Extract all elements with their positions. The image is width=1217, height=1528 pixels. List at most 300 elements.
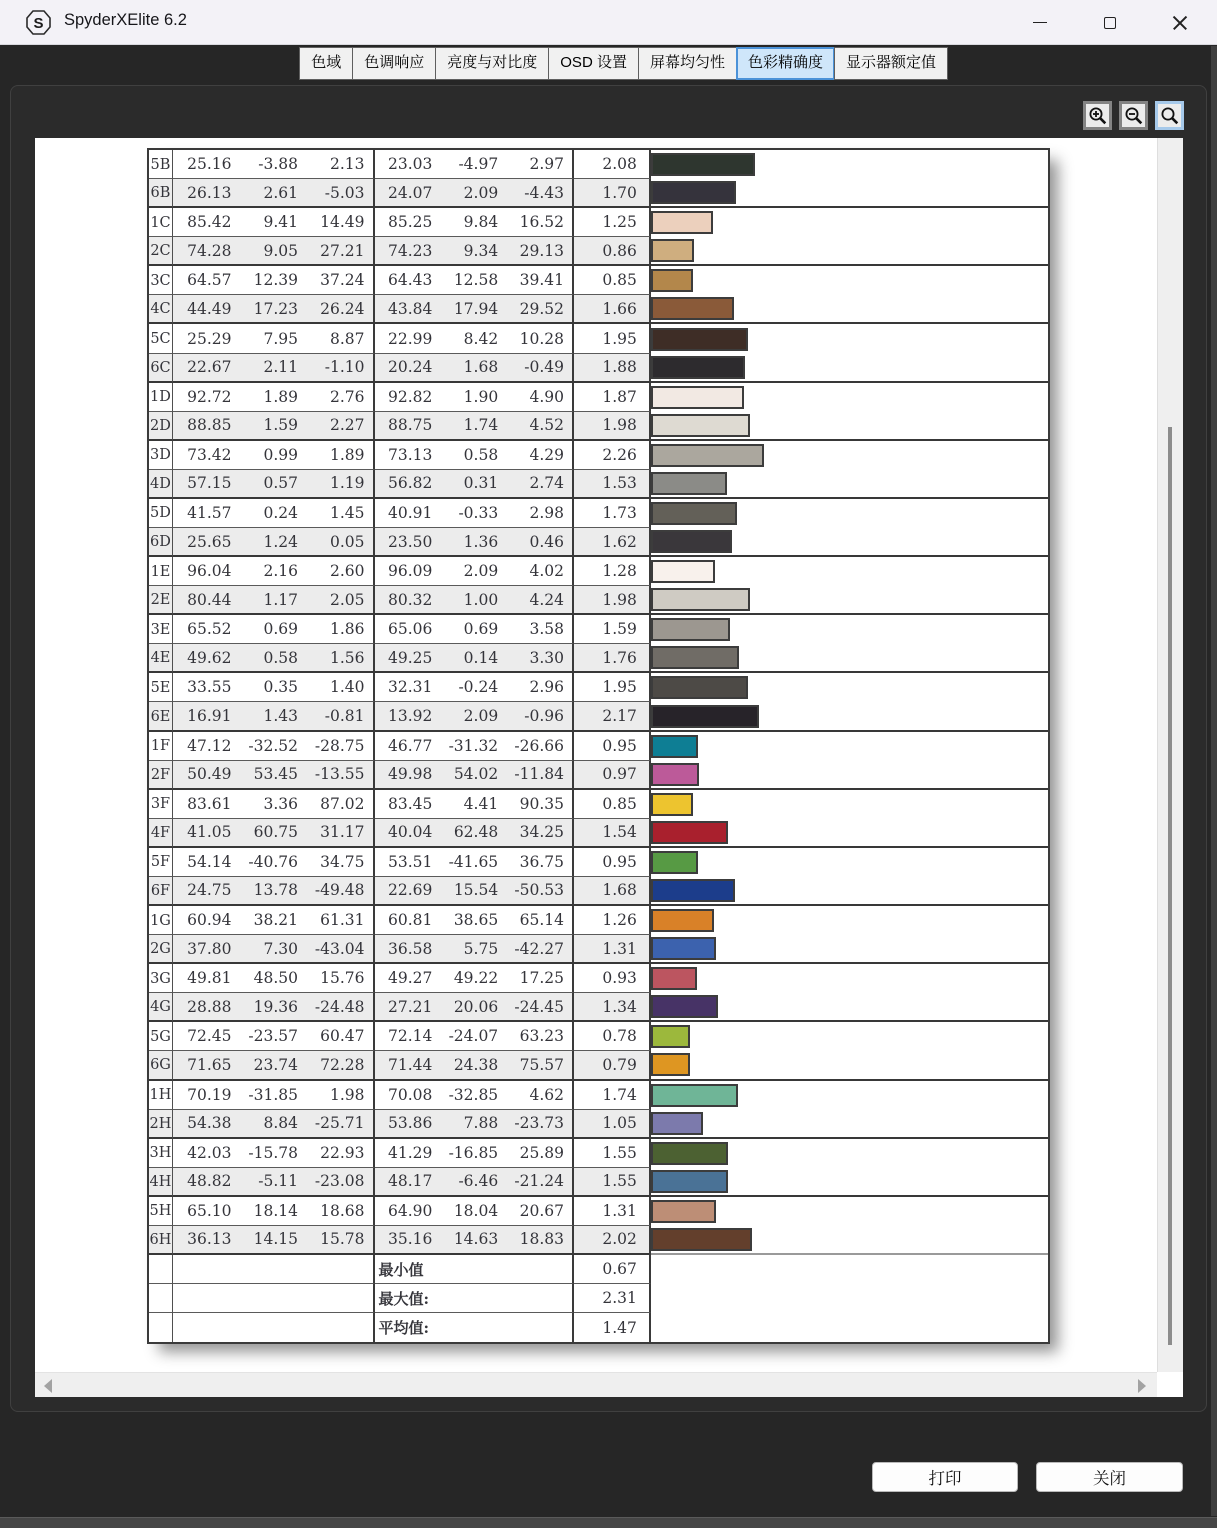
table-row bbox=[149, 819, 1048, 848]
target-lab-values: 74.23 9.34 29.13 bbox=[375, 237, 575, 266]
summary-chart-cell bbox=[651, 1255, 1048, 1284]
scroll-left-icon[interactable] bbox=[44, 1379, 52, 1393]
delta-e-value: 1.31 bbox=[574, 935, 651, 964]
patch-id: 3E bbox=[149, 615, 173, 644]
target-lab-values: 22.99 8.42 10.28 bbox=[375, 324, 575, 353]
delta-e-value: 1.59 bbox=[574, 615, 651, 644]
table-row bbox=[149, 208, 1048, 237]
patch-id: 6F bbox=[149, 877, 173, 906]
table-row bbox=[149, 644, 1048, 673]
target-lab-values: 32.31 -0.24 2.96 bbox=[375, 673, 575, 702]
delta-e-chart-cell bbox=[651, 412, 1048, 441]
delta-e-bar bbox=[651, 153, 755, 176]
patch-id: 3F bbox=[149, 790, 173, 819]
minimize-icon bbox=[1033, 22, 1047, 23]
patch-id: 1E bbox=[149, 557, 173, 586]
summary-label: 平均值: bbox=[375, 1313, 575, 1342]
delta-e-chart-cell bbox=[651, 354, 1048, 383]
target-lab-values: 35.16 14.63 18.83 bbox=[375, 1226, 575, 1255]
patch-id: 4G bbox=[149, 993, 173, 1022]
table-row bbox=[149, 1081, 1048, 1110]
summary-empty-label bbox=[149, 1313, 173, 1342]
delta-e-bar bbox=[651, 530, 732, 553]
delta-e-bar bbox=[651, 472, 728, 495]
target-lab-values: 36.58 5.75 -42.27 bbox=[375, 935, 575, 964]
delta-e-chart-cell bbox=[651, 1168, 1048, 1197]
table-row bbox=[149, 935, 1048, 964]
measured-lab-values: 41.05 60.75 31.17 bbox=[173, 819, 375, 848]
measured-lab-values: 83.61 3.36 87.02 bbox=[173, 790, 375, 819]
delta-e-value: 1.98 bbox=[574, 412, 651, 441]
patch-id: 2H bbox=[149, 1110, 173, 1139]
measured-lab-values: 16.91 1.43 -0.81 bbox=[173, 702, 375, 731]
delta-e-value: 2.17 bbox=[574, 702, 651, 731]
target-lab-values: 60.81 38.65 65.14 bbox=[375, 906, 575, 935]
target-lab-values: 40.04 62.48 34.25 bbox=[375, 819, 575, 848]
delta-e-chart-cell bbox=[651, 935, 1048, 964]
measured-lab-values: 47.12 -32.52 -28.75 bbox=[173, 732, 375, 761]
patch-id: 6H bbox=[149, 1226, 173, 1255]
delta-e-chart-cell bbox=[651, 732, 1048, 761]
patch-id: 4E bbox=[149, 644, 173, 673]
patch-id: 6E bbox=[149, 702, 173, 731]
delta-e-value: 1.34 bbox=[574, 993, 651, 1022]
target-lab-values: 71.44 24.38 75.57 bbox=[375, 1051, 575, 1080]
target-lab-values: 41.29 -16.85 25.89 bbox=[375, 1139, 575, 1168]
measured-lab-values: 57.15 0.57 1.19 bbox=[173, 470, 375, 499]
scroll-right-icon[interactable] bbox=[1138, 1379, 1146, 1393]
delta-e-value: 1.54 bbox=[574, 819, 651, 848]
patch-id: 6B bbox=[149, 179, 173, 208]
close-button[interactable]: 关闭 bbox=[1036, 1462, 1183, 1492]
delta-e-value: 1.66 bbox=[574, 295, 651, 324]
summary-empty-group bbox=[173, 1313, 375, 1342]
target-lab-values: 27.21 20.06 -24.45 bbox=[375, 993, 575, 1022]
delta-e-bar bbox=[651, 297, 734, 320]
delta-e-value: 1.73 bbox=[574, 499, 651, 528]
report-tab-bar bbox=[300, 47, 948, 80]
svg-text:S: S bbox=[33, 15, 44, 32]
table-row bbox=[149, 1022, 1048, 1051]
delta-e-bar bbox=[651, 328, 749, 351]
patch-id: 5G bbox=[149, 1022, 173, 1051]
measured-lab-values: 73.42 0.99 1.89 bbox=[173, 441, 375, 470]
target-lab-values: 13.92 2.09 -0.96 bbox=[375, 702, 575, 731]
delta-e-chart-cell bbox=[651, 324, 1048, 353]
table-row bbox=[149, 179, 1048, 208]
target-lab-values: 64.43 12.58 39.41 bbox=[375, 266, 575, 295]
delta-e-value: 1.76 bbox=[574, 644, 651, 673]
tab-0[interactable]: 色域 bbox=[299, 47, 353, 80]
target-lab-values: 43.84 17.94 29.52 bbox=[375, 295, 575, 324]
delta-e-chart-cell bbox=[651, 528, 1048, 557]
spyder-logo-icon bbox=[24, 8, 53, 37]
delta-e-bar bbox=[651, 1112, 704, 1135]
delta-e-bar bbox=[651, 967, 698, 990]
patch-id: 3H bbox=[149, 1139, 173, 1168]
summary-value: 0.67 bbox=[574, 1255, 651, 1284]
delta-e-bar bbox=[651, 239, 694, 262]
delta-e-value: 1.68 bbox=[574, 877, 651, 906]
target-lab-values: 72.14 -24.07 63.23 bbox=[375, 1022, 575, 1051]
summary-value: 1.47 bbox=[574, 1313, 651, 1342]
delta-e-chart-cell bbox=[651, 819, 1048, 848]
table-row bbox=[149, 528, 1048, 557]
patch-id: 3D bbox=[149, 441, 173, 470]
target-lab-values: 56.82 0.31 2.74 bbox=[375, 470, 575, 499]
delta-e-value: 0.79 bbox=[574, 1051, 651, 1080]
table-row bbox=[149, 1110, 1048, 1139]
delta-e-value: 1.88 bbox=[574, 354, 651, 383]
color-accuracy-table bbox=[147, 148, 1050, 1344]
zoom-reset-button[interactable] bbox=[1155, 101, 1184, 130]
delta-e-bar bbox=[651, 937, 717, 960]
delta-e-chart-cell bbox=[651, 179, 1048, 208]
summary-row bbox=[149, 1313, 1048, 1342]
patch-id: 3C bbox=[149, 266, 173, 295]
tab-2[interactable]: 亮度与对比度 bbox=[435, 47, 549, 80]
delta-e-value: 0.93 bbox=[574, 964, 651, 993]
patch-id: 4D bbox=[149, 470, 173, 499]
table-row bbox=[149, 732, 1048, 761]
delta-e-chart-cell bbox=[651, 906, 1048, 935]
measured-lab-values: 37.80 7.30 -43.04 bbox=[173, 935, 375, 964]
patch-id: 4C bbox=[149, 295, 173, 324]
tab-6[interactable]: 显示器额定值 bbox=[834, 47, 948, 80]
measured-lab-values: 25.29 7.95 8.87 bbox=[173, 324, 375, 353]
delta-e-value: 1.31 bbox=[574, 1197, 651, 1226]
measured-lab-values: 65.10 18.14 18.68 bbox=[173, 1197, 375, 1226]
zoom-in-icon bbox=[1088, 106, 1108, 126]
measured-lab-values: 25.16 -3.88 2.13 bbox=[173, 150, 375, 179]
zoom-out-icon bbox=[1124, 106, 1144, 126]
measured-lab-values: 74.28 9.05 27.21 bbox=[173, 237, 375, 266]
patch-id: 4F bbox=[149, 819, 173, 848]
delta-e-chart-cell bbox=[651, 1081, 1048, 1110]
measured-lab-values: 50.49 53.45 -13.55 bbox=[173, 761, 375, 790]
delta-e-value: 2.02 bbox=[574, 1226, 651, 1255]
measured-lab-values: 48.82 -5.11 -23.08 bbox=[173, 1168, 375, 1197]
summary-value: 2.31 bbox=[574, 1284, 651, 1313]
delta-e-bar bbox=[651, 821, 728, 844]
delta-e-value: 1.95 bbox=[574, 324, 651, 353]
delta-e-bar bbox=[651, 763, 700, 786]
table-row bbox=[149, 412, 1048, 441]
delta-e-bar bbox=[651, 269, 694, 292]
delta-e-bar bbox=[651, 444, 764, 467]
tab-1[interactable]: 色调响应 bbox=[352, 47, 436, 80]
table-row bbox=[149, 324, 1048, 353]
delta-e-bar bbox=[651, 851, 699, 874]
target-lab-values: 96.09 2.09 4.02 bbox=[375, 557, 575, 586]
delta-e-bar bbox=[651, 909, 714, 932]
title-bar bbox=[0, 0, 1217, 45]
delta-e-value: 1.95 bbox=[574, 673, 651, 702]
delta-e-chart-cell bbox=[651, 1022, 1048, 1051]
patch-id: 1H bbox=[149, 1081, 173, 1110]
table-row bbox=[149, 906, 1048, 935]
table-row bbox=[149, 702, 1048, 731]
table-row bbox=[149, 150, 1048, 179]
delta-e-chart-cell bbox=[651, 964, 1048, 993]
table-row bbox=[149, 237, 1048, 266]
measured-lab-values: 80.44 1.17 2.05 bbox=[173, 586, 375, 615]
delta-e-bar bbox=[651, 646, 739, 669]
patch-id: 2C bbox=[149, 237, 173, 266]
delta-e-value: 1.74 bbox=[574, 1081, 651, 1110]
measured-lab-values: 22.67 2.11 -1.10 bbox=[173, 354, 375, 383]
delta-e-chart-cell bbox=[651, 499, 1048, 528]
delta-e-chart-cell bbox=[651, 295, 1048, 324]
delta-e-bar bbox=[651, 1170, 729, 1193]
delta-e-chart-cell bbox=[651, 586, 1048, 615]
delta-e-bar bbox=[651, 793, 694, 816]
delta-e-bar bbox=[651, 1142, 729, 1165]
delta-e-chart-cell bbox=[651, 1197, 1048, 1226]
delta-e-bar bbox=[651, 735, 699, 758]
summary-chart-cell bbox=[651, 1284, 1048, 1313]
delta-e-chart-cell bbox=[651, 208, 1048, 237]
delta-e-chart-cell bbox=[651, 150, 1048, 179]
minimize-button[interactable] bbox=[1017, 0, 1063, 45]
close-window-button[interactable] bbox=[1157, 0, 1203, 45]
table-row bbox=[149, 1051, 1048, 1080]
table-row bbox=[149, 470, 1048, 499]
delta-e-chart-cell bbox=[651, 848, 1048, 877]
target-lab-values: 64.90 18.04 20.67 bbox=[375, 1197, 575, 1226]
patch-id: 5D bbox=[149, 499, 173, 528]
vertical-scrollbar[interactable] bbox=[1157, 138, 1183, 1372]
zoom-toolbar bbox=[1083, 101, 1184, 130]
delta-e-bar bbox=[651, 676, 749, 699]
patch-id: 1F bbox=[149, 732, 173, 761]
maximize-icon bbox=[1104, 17, 1116, 29]
delta-e-value: 1.70 bbox=[574, 179, 651, 208]
delta-e-bar bbox=[651, 414, 750, 437]
patch-id: 2D bbox=[149, 412, 173, 441]
target-lab-values: 48.17 -6.46 -21.24 bbox=[375, 1168, 575, 1197]
patch-id: 2F bbox=[149, 761, 173, 790]
measured-lab-values: 54.38 8.84 -25.71 bbox=[173, 1110, 375, 1139]
delta-e-chart-cell bbox=[651, 237, 1048, 266]
delta-e-value: 1.98 bbox=[574, 586, 651, 615]
table-row bbox=[149, 295, 1048, 324]
patch-id: 5E bbox=[149, 673, 173, 702]
table-row bbox=[149, 993, 1048, 1022]
delta-e-value: 1.05 bbox=[574, 1110, 651, 1139]
tab-4[interactable]: 屏幕均匀性 bbox=[638, 47, 737, 80]
delta-e-value: 0.95 bbox=[574, 732, 651, 761]
target-lab-values: 22.69 15.54 -50.53 bbox=[375, 877, 575, 906]
delta-e-chart-cell bbox=[651, 673, 1048, 702]
measured-lab-values: 85.42 9.41 14.49 bbox=[173, 208, 375, 237]
measured-lab-values: 92.72 1.89 2.76 bbox=[173, 383, 375, 412]
measured-lab-values: 72.45 -23.57 60.47 bbox=[173, 1022, 375, 1051]
report-viewer bbox=[35, 138, 1183, 1397]
patch-id: 5B bbox=[149, 150, 173, 179]
patch-id: 1G bbox=[149, 906, 173, 935]
vertical-scrollbar-thumb[interactable] bbox=[1168, 427, 1172, 1345]
target-lab-values: 40.91 -0.33 2.98 bbox=[375, 499, 575, 528]
measured-lab-values: 54.14 -40.76 34.75 bbox=[173, 848, 375, 877]
table-row bbox=[149, 354, 1048, 383]
maximize-button[interactable] bbox=[1087, 0, 1133, 45]
delta-e-chart-cell bbox=[651, 441, 1048, 470]
delta-e-chart-cell bbox=[651, 761, 1048, 790]
delta-e-chart-cell bbox=[651, 790, 1048, 819]
delta-e-value: 1.62 bbox=[574, 528, 651, 557]
target-lab-values: 92.82 1.90 4.90 bbox=[375, 383, 575, 412]
delta-e-value: 0.86 bbox=[574, 237, 651, 266]
delta-e-chart-cell bbox=[651, 1051, 1048, 1080]
delta-e-chart-cell bbox=[651, 383, 1048, 412]
target-lab-values: 23.03 -4.97 2.97 bbox=[375, 150, 575, 179]
summary-empty-label bbox=[149, 1255, 173, 1284]
delta-e-bar bbox=[651, 211, 714, 234]
measured-lab-values: 96.04 2.16 2.60 bbox=[173, 557, 375, 586]
target-lab-values: 88.75 1.74 4.52 bbox=[375, 412, 575, 441]
delta-e-value: 1.87 bbox=[574, 383, 651, 412]
window-bottom-edge bbox=[0, 1517, 1217, 1528]
patch-id: 4H bbox=[149, 1168, 173, 1197]
table-row bbox=[149, 615, 1048, 644]
target-lab-values: 70.08 -32.85 4.62 bbox=[375, 1081, 575, 1110]
summary-row bbox=[149, 1284, 1048, 1313]
delta-e-value: 1.55 bbox=[574, 1168, 651, 1197]
target-lab-values: 23.50 1.36 0.46 bbox=[375, 528, 575, 557]
target-lab-values: 53.86 7.88 -23.73 bbox=[375, 1110, 575, 1139]
table-row bbox=[149, 441, 1048, 470]
measured-lab-values: 41.57 0.24 1.45 bbox=[173, 499, 375, 528]
delta-e-chart-cell bbox=[651, 615, 1048, 644]
magnifier-icon bbox=[1160, 106, 1180, 126]
delta-e-bar bbox=[651, 1053, 691, 1076]
patch-id: 6D bbox=[149, 528, 173, 557]
delta-e-chart-cell bbox=[651, 1139, 1048, 1168]
table-row bbox=[149, 964, 1048, 993]
measured-lab-values: 70.19 -31.85 1.98 bbox=[173, 1081, 375, 1110]
delta-e-value: 0.95 bbox=[574, 848, 651, 877]
horizontal-scrollbar[interactable] bbox=[35, 1372, 1157, 1397]
close-icon bbox=[1172, 15, 1188, 31]
target-lab-values: 49.27 49.22 17.25 bbox=[375, 964, 575, 993]
summary-row bbox=[149, 1255, 1048, 1284]
delta-e-chart-cell bbox=[651, 993, 1048, 1022]
target-lab-values: 65.06 0.69 3.58 bbox=[375, 615, 575, 644]
table-row bbox=[149, 790, 1048, 819]
delta-e-value: 0.97 bbox=[574, 761, 651, 790]
delta-e-chart-cell bbox=[651, 557, 1048, 586]
delta-e-value: 2.08 bbox=[574, 150, 651, 179]
delta-e-bar bbox=[651, 705, 760, 728]
delta-e-bar bbox=[651, 1025, 690, 1048]
table-row bbox=[149, 1226, 1048, 1255]
target-lab-values: 85.25 9.84 16.52 bbox=[375, 208, 575, 237]
target-lab-values: 24.07 2.09 -4.43 bbox=[375, 179, 575, 208]
delta-e-bar bbox=[651, 1084, 738, 1107]
table-row bbox=[149, 761, 1048, 790]
table-row bbox=[149, 1168, 1048, 1197]
table-row bbox=[149, 1197, 1048, 1226]
zoom-out-button[interactable] bbox=[1119, 101, 1148, 130]
delta-e-value: 1.55 bbox=[574, 1139, 651, 1168]
delta-e-chart-cell bbox=[651, 702, 1048, 731]
table-row bbox=[149, 673, 1048, 702]
target-lab-values: 49.25 0.14 3.30 bbox=[375, 644, 575, 673]
patch-id: 6G bbox=[149, 1051, 173, 1080]
delta-e-value: 1.28 bbox=[574, 557, 651, 586]
measured-lab-values: 26.13 2.61 -5.03 bbox=[173, 179, 375, 208]
target-lab-values: 20.24 1.68 -0.49 bbox=[375, 354, 575, 383]
target-lab-values: 73.13 0.58 4.29 bbox=[375, 441, 575, 470]
delta-e-bar bbox=[651, 356, 745, 379]
table-row bbox=[149, 557, 1048, 586]
table-row bbox=[149, 499, 1048, 528]
summary-empty-label bbox=[149, 1284, 173, 1313]
table-row bbox=[149, 848, 1048, 877]
patch-id: 2E bbox=[149, 586, 173, 615]
patch-id: 3G bbox=[149, 964, 173, 993]
table-row bbox=[149, 586, 1048, 615]
target-lab-values: 49.98 54.02 -11.84 bbox=[375, 761, 575, 790]
delta-e-value: 0.85 bbox=[574, 790, 651, 819]
scrollbar-corner bbox=[1157, 1372, 1183, 1397]
measured-lab-values: 33.55 0.35 1.40 bbox=[173, 673, 375, 702]
delta-e-bar bbox=[651, 588, 750, 611]
summary-label: 最小值 bbox=[375, 1255, 575, 1284]
summary-label: 最大值: bbox=[375, 1284, 575, 1313]
delta-e-chart-cell bbox=[651, 266, 1048, 295]
table-row bbox=[149, 1139, 1048, 1168]
delta-e-bar bbox=[651, 618, 731, 641]
patch-id: 1D bbox=[149, 383, 173, 412]
measured-lab-values: 49.62 0.58 1.56 bbox=[173, 644, 375, 673]
patch-id: 6C bbox=[149, 354, 173, 383]
measured-lab-values: 88.85 1.59 2.27 bbox=[173, 412, 375, 441]
patch-id: 5F bbox=[149, 848, 173, 877]
summary-empty-group bbox=[173, 1255, 375, 1284]
delta-e-bar bbox=[651, 1200, 717, 1223]
target-lab-values: 83.45 4.41 90.35 bbox=[375, 790, 575, 819]
delta-e-value: 1.25 bbox=[574, 208, 651, 237]
delta-e-chart-cell bbox=[651, 644, 1048, 673]
patch-id: 5H bbox=[149, 1197, 173, 1226]
patch-id: 2G bbox=[149, 935, 173, 964]
measured-lab-values: 36.13 14.15 15.78 bbox=[173, 1226, 375, 1255]
measured-lab-values: 25.65 1.24 0.05 bbox=[173, 528, 375, 557]
summary-chart-cell bbox=[651, 1313, 1048, 1342]
measured-lab-values: 65.52 0.69 1.86 bbox=[173, 615, 375, 644]
table-row bbox=[149, 877, 1048, 906]
measured-lab-values: 28.88 19.36 -24.48 bbox=[173, 993, 375, 1022]
zoom-in-button[interactable] bbox=[1083, 101, 1112, 130]
delta-e-value: 0.78 bbox=[574, 1022, 651, 1051]
delta-e-bar bbox=[651, 560, 715, 583]
patch-id: 1C bbox=[149, 208, 173, 237]
tab-5[interactable]: 色彩精确度 bbox=[736, 47, 835, 80]
print-button[interactable]: 打印 bbox=[872, 1462, 1018, 1492]
measured-lab-values: 42.03 -15.78 22.93 bbox=[173, 1139, 375, 1168]
delta-e-chart-cell bbox=[651, 1226, 1048, 1255]
target-lab-values: 46.77 -31.32 -26.66 bbox=[375, 732, 575, 761]
measured-lab-values: 71.65 23.74 72.28 bbox=[173, 1051, 375, 1080]
delta-e-bar bbox=[651, 879, 735, 902]
tab-3[interactable]: OSD 设置 bbox=[548, 47, 639, 80]
delta-e-bar bbox=[651, 386, 745, 409]
window-title: SpyderXElite 6.2 bbox=[64, 11, 187, 29]
delta-e-bar bbox=[651, 1228, 752, 1251]
table-row bbox=[149, 266, 1048, 295]
